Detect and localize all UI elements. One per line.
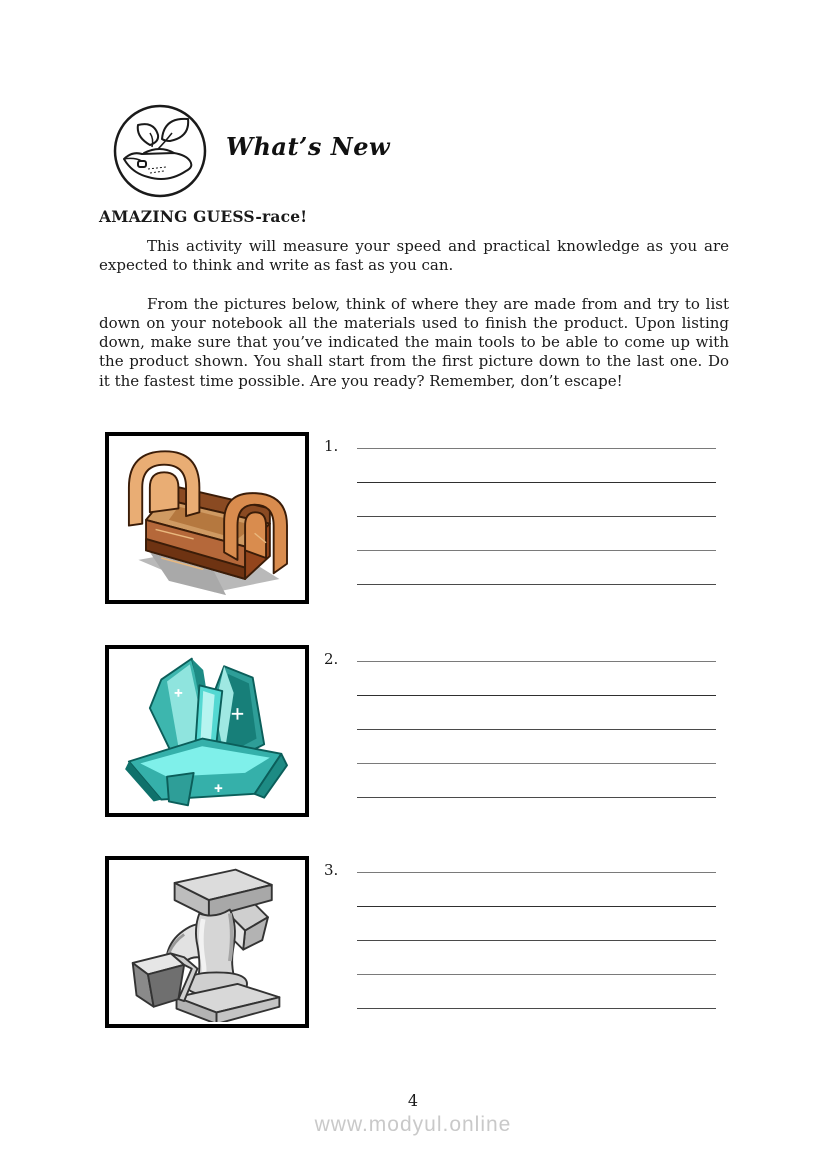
item-3-answer-lines[interactable] [357, 856, 716, 1009]
answer-line[interactable] [357, 551, 716, 585]
page-number: 4 [407, 1091, 419, 1110]
answer-line[interactable] [357, 730, 716, 764]
item-3-number: 3. [324, 861, 339, 879]
answer-line[interactable] [357, 432, 716, 449]
answer-line[interactable] [357, 662, 716, 696]
instruction-paragraph-1: This activity will measure your speed and practical knowledge as you are expected to think and write as fast as you can. [99, 237, 729, 275]
instruction-paragraph-2: From the pictures below, think of where they are made from and try to list down on your notebook all the materials used to finish the product. Upon listing down, make sure that you’ve indicated the main tools to be able to come up with the product shown. You shall start from the first picture down to the last one. Do it the fastest time possible. Are you ready? Remember, don’t escape! [99, 294, 729, 390]
page-title: What’s New [226, 132, 391, 161]
wooden-tray-image [111, 438, 303, 598]
item-1-answer-lines[interactable] [357, 432, 716, 585]
hand-with-seedling-icon [110, 103, 210, 199]
item-1-image-box [105, 432, 309, 604]
answer-line[interactable] [357, 449, 716, 483]
item-2-answer-lines[interactable] [357, 645, 716, 798]
answer-line[interactable] [357, 483, 716, 517]
answer-line[interactable] [357, 645, 716, 662]
answer-line[interactable] [357, 975, 716, 1009]
instructions [99, 237, 729, 391]
item-2-number: 2. [324, 650, 339, 668]
answer-line[interactable] [357, 941, 716, 975]
answer-line[interactable] [357, 696, 716, 730]
answer-line[interactable] [357, 764, 716, 798]
watermark: www.modyul.online [314, 1113, 512, 1136]
answer-line[interactable] [357, 873, 716, 907]
item-3-image-box [105, 856, 309, 1028]
crystal-image [111, 651, 303, 811]
pipe-fitting-image [111, 862, 303, 1022]
activity-heading: AMAZING GUESS-race! [99, 207, 308, 226]
answer-line[interactable] [357, 907, 716, 941]
answer-line[interactable] [357, 517, 716, 551]
answer-line[interactable] [357, 856, 716, 873]
item-1-number: 1. [324, 437, 339, 455]
item-2-image-box [105, 645, 309, 817]
